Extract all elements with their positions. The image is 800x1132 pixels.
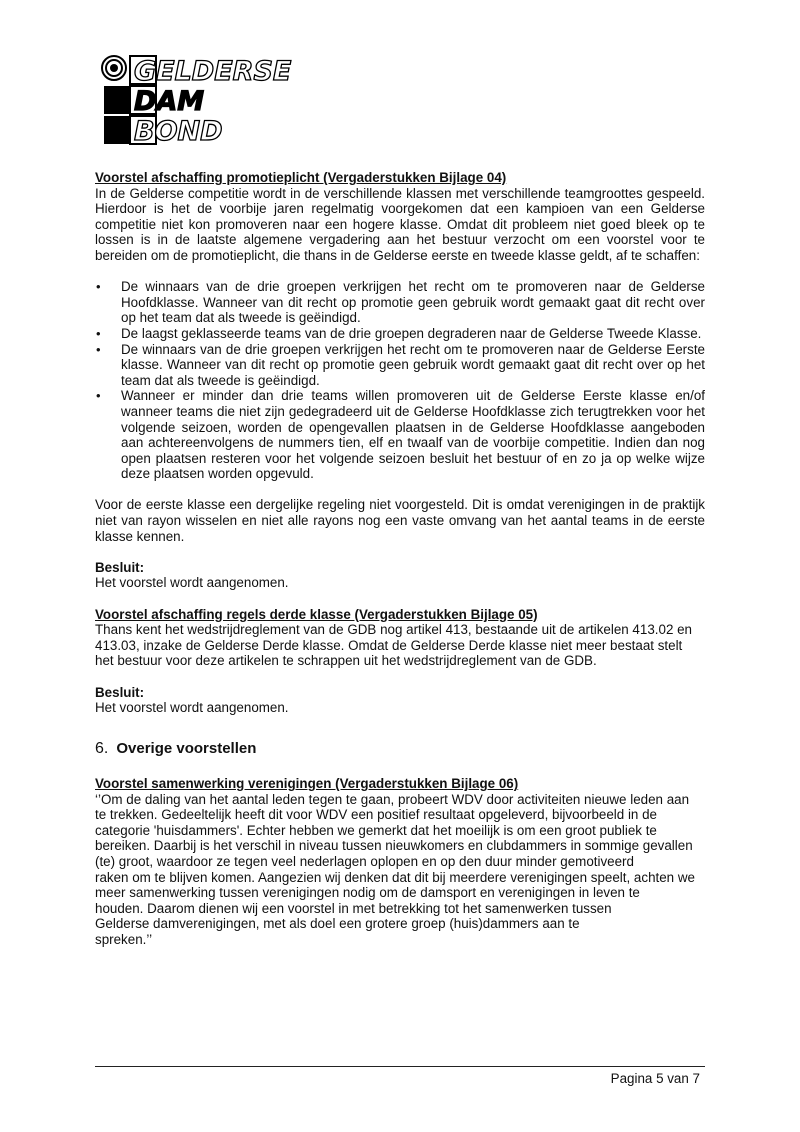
text-line: categorie 'huisdammers'. Echter hebben we gemerkt dat het moeilijk is om een groot publiek te xyxy=(95,822,657,838)
chapter-title: Overige voorstellen xyxy=(116,740,257,758)
section-heading-promotieplicht: Voorstel afschaffing promotieplicht (Vergaderstukken Bijlage 04) xyxy=(95,170,507,185)
besluit-text: Het voorstel wordt aangenomen. xyxy=(95,575,289,591)
text-line: spreken.’’ xyxy=(95,931,153,947)
logo-word-gelderse: GELDERSE xyxy=(134,56,292,87)
footer-divider xyxy=(95,1066,705,1067)
gelderse-dam-bond-logo xyxy=(100,52,350,150)
text-line: Thans kent het wedstrijdreglement van de GDB nog artikel 413, bestaande uit de artikelen 413.02 en xyxy=(95,622,693,638)
text-line: Gelderse damverenigingen, met als doel een grotere groep (huis)dammers aan te xyxy=(95,916,580,932)
document-body xyxy=(95,170,705,948)
page-number: Pagina 5 van 7 xyxy=(610,1071,700,1086)
logo-word-dam: DAM xyxy=(134,86,205,117)
chapter-number: 6. xyxy=(95,740,109,758)
besluit-label: Besluit: xyxy=(95,684,145,700)
text-line: houden. Daarom dienen wij een voorstel in met betrekking tot het samenwerken tussen xyxy=(95,900,612,916)
list-item: • Wanneer er minder dan drie teams willen promoveren uit de Gelderse Eerste klasse en/of wanneer teams die niet zijn gedegradeerd uit de Gelderse Hoofdklasse zich terugtrekken voor het volgende seizoen, worden de opengevallen plaatsen in de Gelderse Hoofdklasse aangeboden aan achtereenvolgens de nummers tien, elf en twaalf van de voorbije competitie. Indien dan nog open plaatsen resteren voor het volgende seizoen besluit het bestuur of en zo ja op welke wijze deze plaatsen worden opgevuld. xyxy=(95,388,705,482)
list-item: • De winnaars van de drie groepen verkrijgen het recht om te promoveren naar de Gelderse Hoofdklasse. Wanneer van dit recht op promotie geen gebruik wordt gemaakt gaat dit recht over op het team dat als tweede is geëindigd. xyxy=(95,279,705,326)
text-line: ‘’Om de daling van het aantal leden tegen te gaan, probeert WDV door activiteiten nieuwe leden aan xyxy=(95,791,690,807)
text-line: het bestuur voor deze artikelen te schrappen uit het wedstrijdreglement van de GDB. xyxy=(95,653,597,669)
section-heading-samenwerking: Voorstel samenwerking verenigingen (Vergaderstukken Bijlage 06) xyxy=(95,775,519,791)
paragraph-intro: In de Gelderse competitie wordt in de verschillende klassen met verschillende teamgroottes gespeeld. Hierdoor is het de voorbije jaren regelmatig voorgekomen dat een kampioen van een Gelderse competitie niet kon promoveren naar een hogere klasse. Omdat dit probleem niet goed bleek op te lossen is in de laatste algemene vergadering aan het bestuur verzocht om een voorstel voor te bereiden om de promotieplicht, die thans in de Gelderse eerste en tweede klasse geldt, af te schaffen: xyxy=(95,185,705,263)
logo-word-bond: BOND xyxy=(134,116,223,147)
chapter-heading xyxy=(95,741,705,757)
besluit-text: Het voorstel wordt aangenomen. xyxy=(95,700,289,716)
bullet-list xyxy=(95,279,705,482)
section-heading-derde-klasse: Voorstel afschaffing regels derde klasse (Vergaderstukken Bijlage 05) xyxy=(95,606,538,622)
text-line: raken om te blijven komen. Aangezien wij denken dat dit bij meerdere verenigingen speelt, achten we xyxy=(95,869,695,885)
paragraph-closing: Voor de eerste klasse een dergelijke regeling niet voorgesteld. Dit is omdat verenigingen in de praktijk niet van rayon wisselen en niet alle rayons nog een vaste omvang van het aantal teams in de eerste klasse kennen. xyxy=(95,497,705,544)
text-line: meer samenwerking tussen verenigingen nodig om de damsport en verenigingen in leven te xyxy=(95,885,640,901)
list-item: • De winnaars van de drie groepen verkrijgen het recht om te promoveren naar de Gelderse Eerste klasse. Wanneer van dit recht op promotie geen gebruik wordt gemaakt gaat dit recht over op het team dat als tweede is geëindigd. xyxy=(95,342,705,389)
list-item: • De laagst geklasseerde teams van de drie groepen degraderen naar de Gelderse Tweede Klasse. xyxy=(95,326,705,342)
text-line: (te) groot, waardoor ze tegen veel nederlagen oplopen en op den duur minder gemotiveerd xyxy=(95,853,634,869)
text-line: 413.03, inzake de Gelderse Derde klasse. Omdat de Gelderse Derde klasse niet meer bestaat stelt xyxy=(95,637,683,653)
text-line: te trekken. Gedeeltelijk heeft dit voor WDV een positief resultaat opgeleverd, bijvoorbeeld in de xyxy=(95,807,657,823)
target-icon xyxy=(102,56,126,80)
text-line: bereiken. Daarbij is het verschil in niveau tussen nieuwkomers en clubdammers in sommige gevallen xyxy=(95,838,693,854)
besluit-label: Besluit: xyxy=(95,559,145,575)
